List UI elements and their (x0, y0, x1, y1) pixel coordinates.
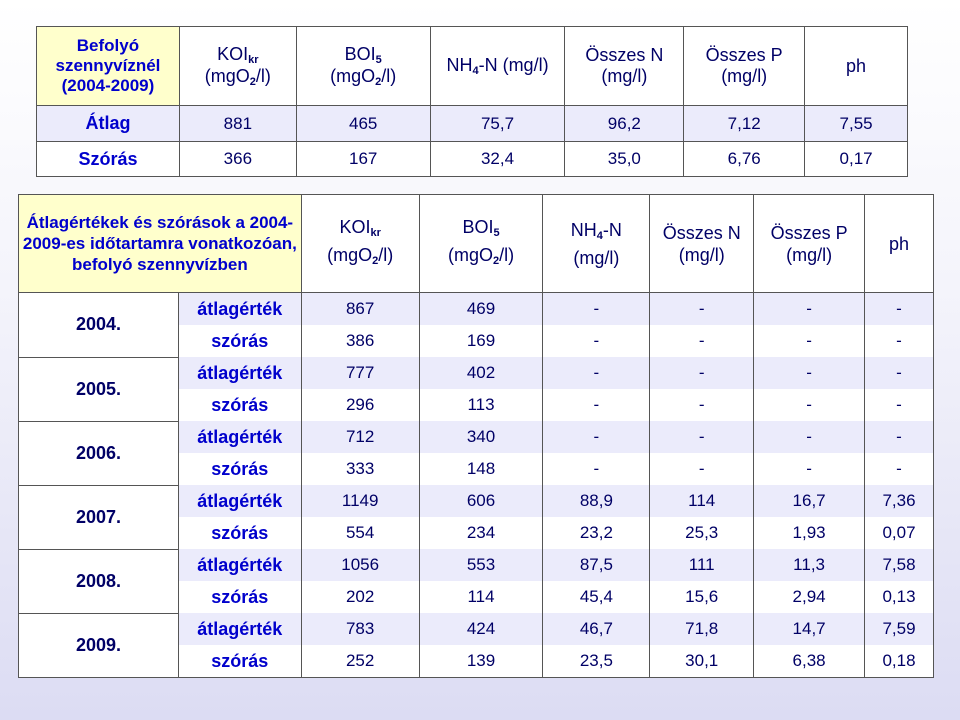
year-label: 2009. (19, 613, 179, 678)
table-cell: 139 (419, 645, 543, 678)
year-label: 2005. (19, 357, 179, 421)
table-cell: 35,0 (565, 142, 684, 177)
table-cell: - (754, 325, 865, 357)
table-cell: 1056 (301, 549, 419, 581)
year-label: 2008. (19, 549, 179, 613)
table-cell: - (650, 325, 754, 357)
table-cell: 469 (419, 293, 543, 326)
table-cell: 169 (419, 325, 543, 357)
table-cell: 6,38 (754, 645, 865, 678)
yearly-header-row (19, 195, 934, 293)
table-cell: 386 (301, 325, 419, 357)
table-cell: 553 (419, 549, 543, 581)
table-cell: 167 (296, 142, 430, 177)
table-row (37, 106, 908, 142)
table-cell: 465 (296, 106, 430, 142)
table-cell: - (865, 453, 934, 485)
row-label-average: Átlag (37, 106, 180, 142)
col-header-koi: $KOI_{kr}$ (mgO$_2$/l) (301, 195, 419, 293)
table-cell: 30,1 (650, 645, 754, 678)
table-row (19, 613, 934, 645)
table-cell: - (865, 357, 934, 389)
table-cell: 23,2 (543, 517, 650, 549)
table-cell: 1149 (301, 485, 419, 517)
table-cell: 2,94 (754, 581, 865, 613)
table-cell: 87,5 (543, 549, 650, 581)
table-cell: 14,7 (754, 613, 865, 645)
col-header-boi: $BOI_5$ (mgO$_2$/l) (296, 27, 430, 106)
table-cell: 202 (301, 581, 419, 613)
table-cell: 32,4 (430, 142, 565, 177)
table-cell: 402 (419, 357, 543, 389)
col-header-total-n: Összes N (mg/l) (650, 195, 754, 293)
table-cell: 712 (301, 421, 419, 453)
table-cell: 554 (301, 517, 419, 549)
table-cell: - (754, 357, 865, 389)
col-header-ph: ph (865, 195, 934, 293)
table-cell: 114 (419, 581, 543, 613)
summary-header-label: Befolyó szennyvíznél (2004-2009) (37, 27, 180, 106)
yearly-body (19, 293, 934, 678)
table-cell: 75,7 (430, 106, 565, 142)
table-cell: 234 (419, 517, 543, 549)
table-cell: - (865, 389, 934, 421)
yearly-header-label: Átlagértékek és szórások a 2004-2009-es időtartamra vonatkozóan, befolyó szennyvízben (19, 195, 302, 293)
table-cell: 114 (650, 485, 754, 517)
table-cell: 23,5 (543, 645, 650, 678)
table-cell: 46,7 (543, 613, 650, 645)
table-cell: 252 (301, 645, 419, 678)
table-cell: 6,76 (684, 142, 805, 177)
table-cell: 7,58 (865, 549, 934, 581)
table-cell: 606 (419, 485, 543, 517)
table-cell: - (754, 293, 865, 326)
table-cell: - (650, 357, 754, 389)
col-header-total-n: Összes N (mg/l) (565, 27, 684, 106)
row-label-stddev: szórás (178, 453, 301, 485)
table-cell: 113 (419, 389, 543, 421)
table-cell: 15,6 (650, 581, 754, 613)
table-cell: 783 (301, 613, 419, 645)
table-cell: 111 (650, 549, 754, 581)
col-header-nh4n: $NH_4-N$ (mg/l) (430, 27, 565, 106)
table-cell: - (543, 357, 650, 389)
table-cell: 88,9 (543, 485, 650, 517)
year-label: 2004. (19, 293, 179, 358)
table-cell: 424 (419, 613, 543, 645)
table-cell: 777 (301, 357, 419, 389)
row-label-average: átlagérték (178, 293, 301, 326)
table-cell: 333 (301, 453, 419, 485)
row-label-stddev: szórás (178, 517, 301, 549)
table-cell: - (754, 421, 865, 453)
row-label-average: átlagérték (178, 549, 301, 581)
table-cell: - (650, 453, 754, 485)
col-header-koi: $KOI_{kr}$ (mgO$_2$/l) (179, 27, 296, 106)
table-cell: - (543, 389, 650, 421)
table-row (19, 357, 934, 389)
col-header-boi: $BOI_5$ (mgO$_2$/l) (419, 195, 543, 293)
table-cell: 25,3 (650, 517, 754, 549)
table-cell: - (543, 453, 650, 485)
table-cell: - (865, 293, 934, 326)
table-cell: 366 (179, 142, 296, 177)
row-label-stddev: szórás (178, 325, 301, 357)
table-cell: - (543, 325, 650, 357)
year-label: 2006. (19, 421, 179, 485)
table-row (19, 549, 934, 581)
row-label-average: átlagérték (178, 421, 301, 453)
table-row (19, 293, 934, 326)
table-cell: 45,4 (543, 581, 650, 613)
table-row (37, 142, 908, 177)
table-cell: 7,55 (805, 106, 908, 142)
summary-table (36, 26, 908, 177)
row-label-stddev: Szórás (37, 142, 180, 177)
table-cell: 867 (301, 293, 419, 326)
row-label-stddev: szórás (178, 581, 301, 613)
row-label-average: átlagérték (178, 485, 301, 517)
table-cell: 11,3 (754, 549, 865, 581)
year-label: 2007. (19, 485, 179, 549)
table-cell: - (650, 293, 754, 326)
table-cell: - (650, 421, 754, 453)
col-header-ph: ph (805, 27, 908, 106)
table-cell: - (650, 389, 754, 421)
table-cell: 0,13 (865, 581, 934, 613)
table-cell: 340 (419, 421, 543, 453)
table-cell: 1,93 (754, 517, 865, 549)
table-cell: - (543, 293, 650, 326)
table-cell: 881 (179, 106, 296, 142)
table-cell: 7,59 (865, 613, 934, 645)
yearly-table (18, 194, 934, 678)
col-header-nh4n: $NH_4-N$ (mg/l) (543, 195, 650, 293)
table-cell: 7,12 (684, 106, 805, 142)
table-cell: 7,36 (865, 485, 934, 517)
table-cell: 0,18 (865, 645, 934, 678)
table-cell: - (865, 421, 934, 453)
table-cell: 71,8 (650, 613, 754, 645)
table-cell: - (865, 325, 934, 357)
row-label-average: átlagérték (178, 613, 301, 645)
row-label-average: átlagérték (178, 357, 301, 389)
col-header-total-p: Összes P (mg/l) (684, 27, 805, 106)
row-label-stddev: szórás (178, 645, 301, 678)
col-header-total-p: Összes P (mg/l) (754, 195, 865, 293)
table-cell: 148 (419, 453, 543, 485)
table-cell: - (754, 389, 865, 421)
table-cell: 0,17 (805, 142, 908, 177)
row-label-stddev: szórás (178, 389, 301, 421)
table-cell: 96,2 (565, 106, 684, 142)
table-cell: 16,7 (754, 485, 865, 517)
table-row (19, 485, 934, 517)
table-row (19, 421, 934, 453)
table-cell: - (543, 421, 650, 453)
table-cell: - (754, 453, 865, 485)
summary-header-row (37, 27, 908, 106)
table-cell: 296 (301, 389, 419, 421)
table-cell: 0,07 (865, 517, 934, 549)
